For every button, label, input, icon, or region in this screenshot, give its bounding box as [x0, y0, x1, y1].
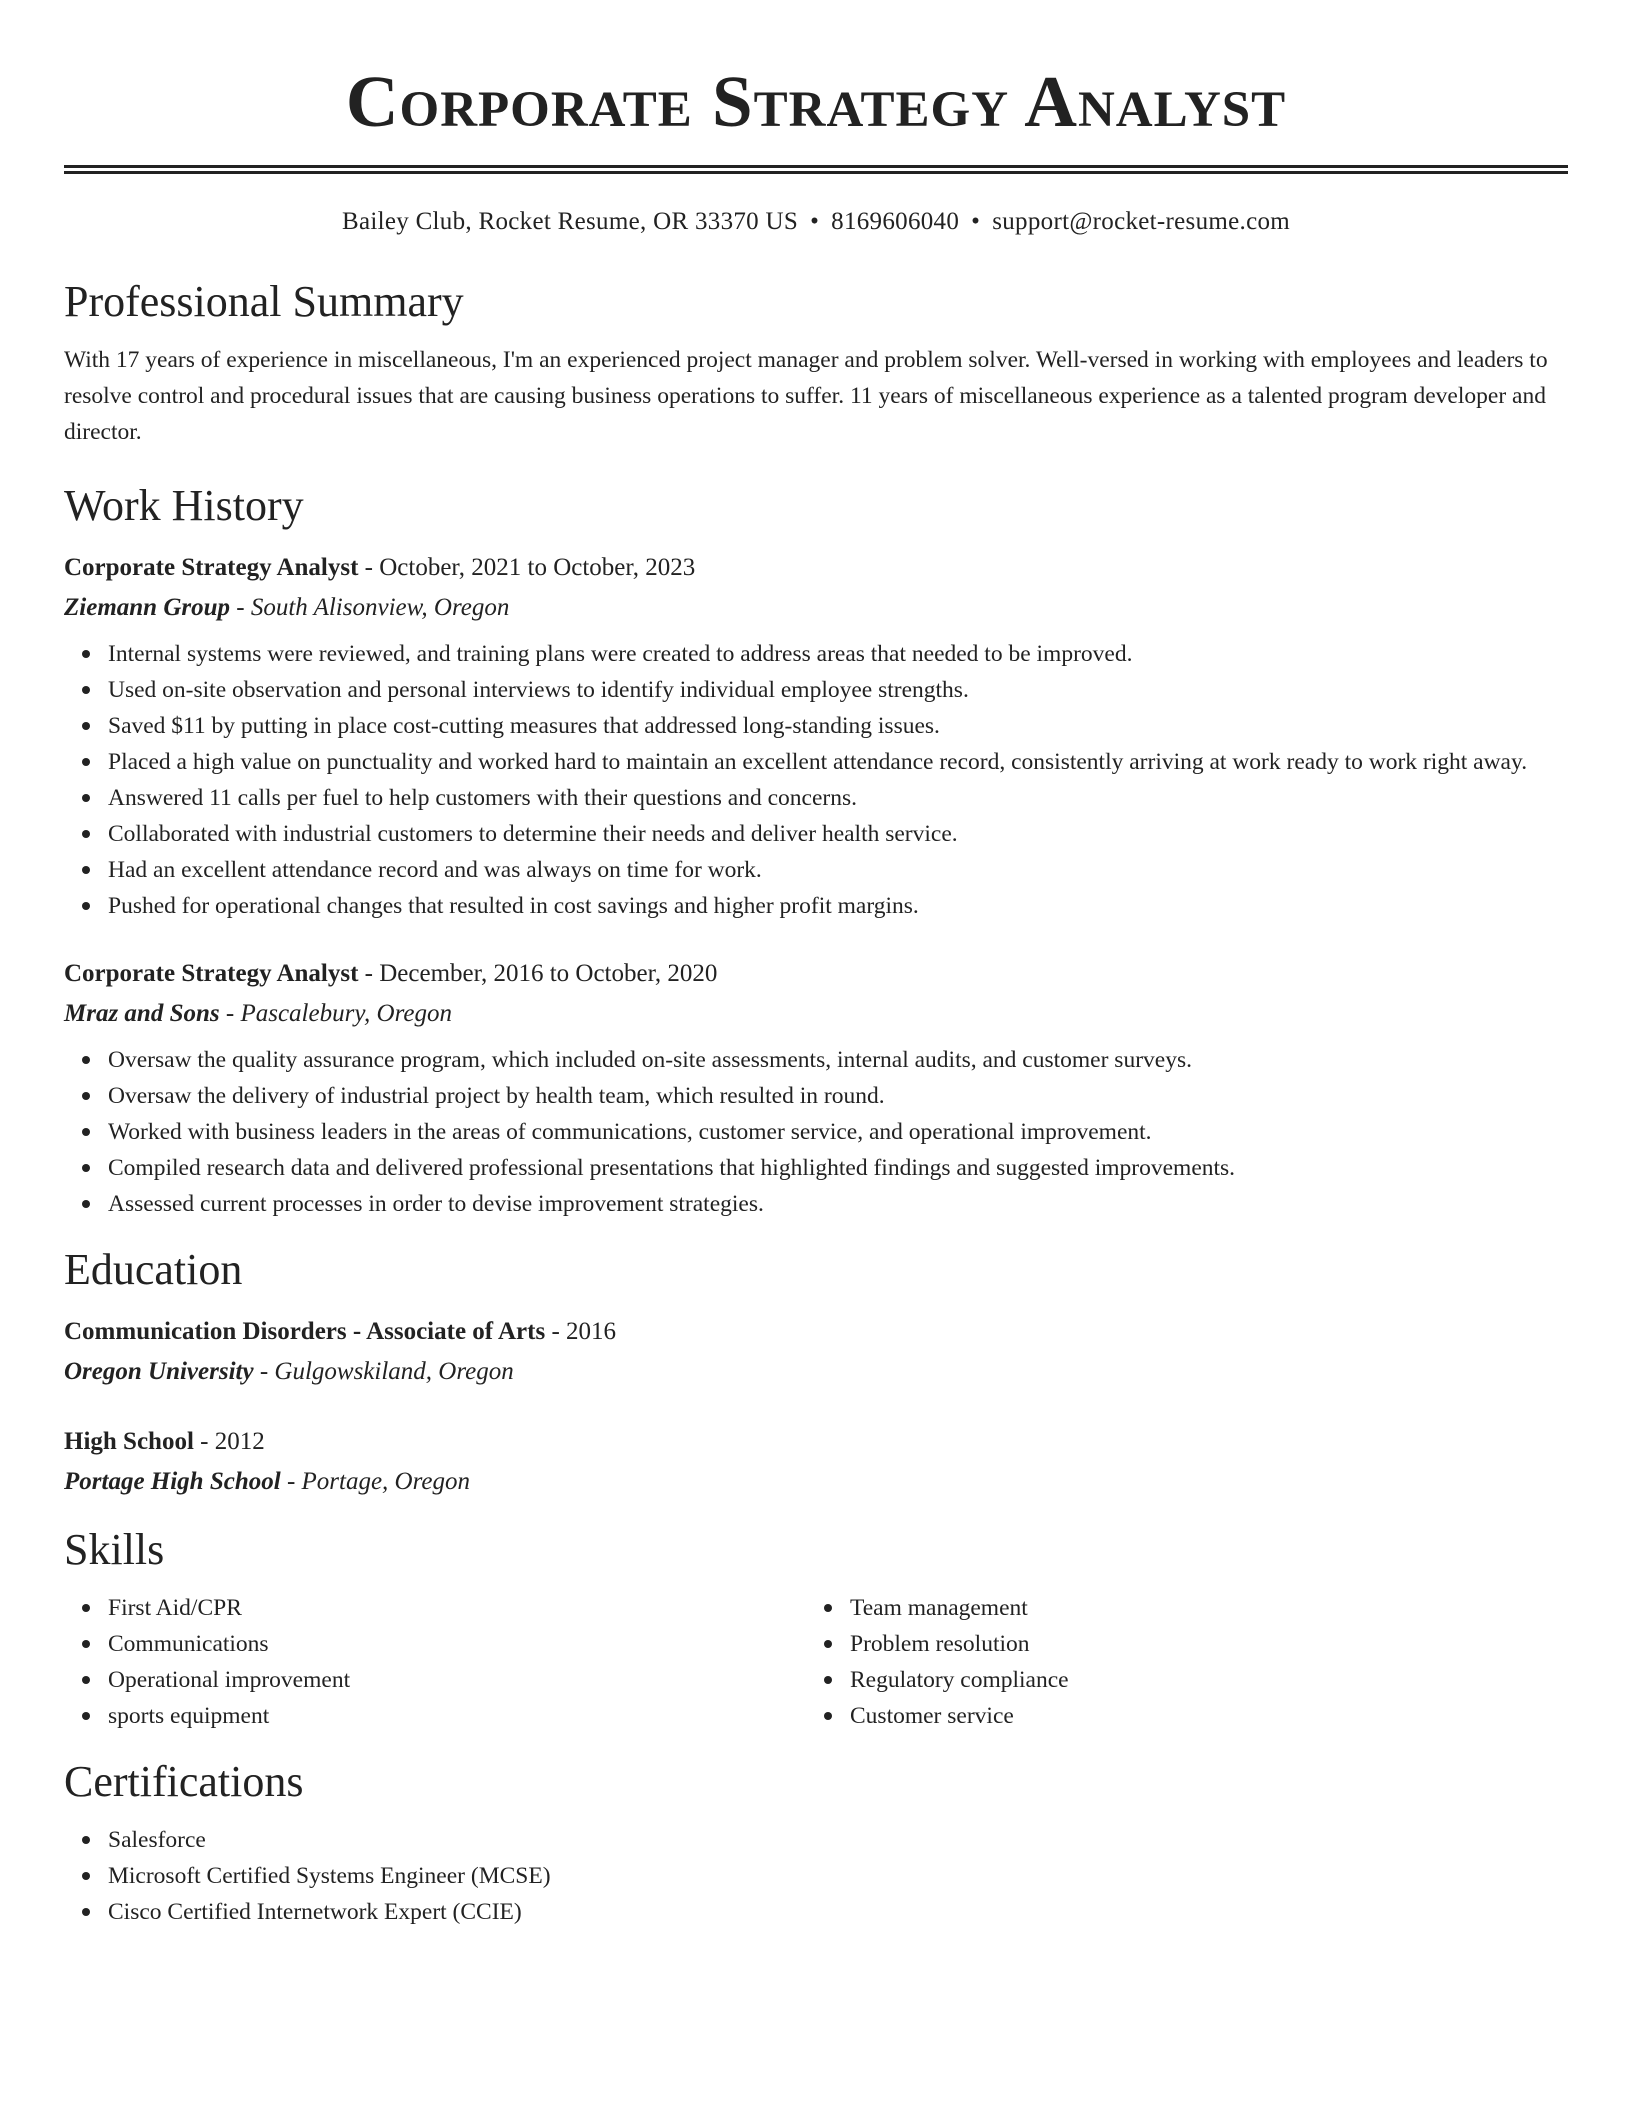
certification-item: Microsoft Certified Systems Engineer (MCSE) — [108, 1858, 1568, 1894]
education-heading: Education — [64, 1245, 243, 1294]
contact-phone: 8169606040 — [831, 208, 960, 235]
job-title-line — [64, 954, 1568, 994]
school-location: - Portage, Oregon — [280, 1468, 471, 1495]
degree-year: - 2016 — [545, 1318, 617, 1345]
degree-line — [64, 1422, 1568, 1462]
contact-line — [64, 206, 1568, 238]
job-location: - Pascalebury, Oregon — [219, 1000, 453, 1027]
job-company: Mraz and Sons — [64, 1000, 220, 1027]
job-duty-item: Compiled research data and delivered professional presentations that highlighted findings and suggested improvements. — [108, 1150, 1568, 1186]
certification-item: Cisco Certified Internetwork Expert (CCIE) — [108, 1894, 1568, 1930]
header-double-rule — [64, 165, 1568, 174]
education-entry — [64, 1312, 1568, 1392]
job-duty-item: Collaborated with industrial customers to determine their needs and deliver health service. — [108, 816, 1568, 852]
skills-grid — [64, 1590, 1568, 1734]
degree-line — [64, 1312, 1568, 1352]
degree-name: High School — [64, 1428, 194, 1455]
school-location: - Gulgowskiland, Oregon — [253, 1358, 514, 1385]
certifications-heading: Certifications — [64, 1757, 304, 1806]
skill-item: Customer service — [850, 1698, 1548, 1734]
job-title: Corporate Strategy Analyst — [64, 554, 359, 581]
degree-name: Communication Disorders - Associate of Arts — [64, 1318, 546, 1345]
education-entry — [64, 1422, 1568, 1502]
job-title: Corporate Strategy Analyst — [64, 960, 359, 987]
skills-list-right — [806, 1590, 1548, 1734]
summary-text: With 17 years of experience in miscellaneous, I'm an experienced project manager and problem solver. Well-versed in working with employees and leaders to resolve control and procedural issues that are causing business operations to suffer. 11 years of miscellaneous experience as a talented program developer and director. — [64, 347, 1548, 445]
job-duty-item: Oversaw the delivery of industrial project by health team, which resulted in round. — [108, 1078, 1568, 1114]
job-duty-item: Answered 11 calls per fuel to help customers with their questions and concerns. — [108, 780, 1568, 816]
contact-address: Bailey Club, Rocket Resume, OR 33370 US — [341, 208, 799, 235]
skill-item: Operational improvement — [108, 1662, 806, 1698]
skills-heading: Skills — [64, 1525, 165, 1574]
degree-year: - 2012 — [193, 1428, 265, 1455]
school-name: Portage High School — [64, 1468, 281, 1495]
job-duty-item: Worked with business leaders in the areas of communications, customer service, and operational improvement. — [108, 1114, 1568, 1150]
job-company-line — [64, 994, 1568, 1034]
job-duty-item: Assessed current processes in order to devise improvement strategies. — [108, 1186, 1568, 1222]
job-duties-list — [64, 1042, 1568, 1222]
job-title-line — [64, 548, 1568, 588]
job-dates: - December, 2016 to October, 2020 — [358, 960, 718, 987]
job-duty-item: Internal systems were reviewed, and training plans were created to address areas that needed to be improved. — [108, 636, 1568, 672]
summary-heading: Professional Summary — [64, 277, 464, 326]
school-line — [64, 1462, 1568, 1502]
school-name: Oregon University — [64, 1358, 254, 1385]
resume-name-heading: Corporate Strategy Analyst — [345, 61, 1287, 142]
job-entry — [64, 954, 1568, 1222]
job-duty-item: Had an excellent attendance record and was always on time for work. — [108, 852, 1568, 888]
job-company-line — [64, 588, 1568, 628]
job-company: Ziemann Group — [64, 594, 231, 621]
skill-item: sports equipment — [108, 1698, 806, 1734]
contact-email: support@rocket-resume.com — [992, 208, 1291, 235]
certifications-list — [64, 1822, 1568, 1930]
school-line — [64, 1352, 1568, 1392]
skills-list-left — [64, 1590, 806, 1734]
job-entry — [64, 548, 1568, 924]
job-duties-list — [64, 636, 1568, 924]
contact-separator: • — [971, 208, 981, 235]
certification-item: Salesforce — [108, 1822, 1568, 1858]
skill-item: First Aid/CPR — [108, 1590, 806, 1626]
skill-item: Communications — [108, 1626, 806, 1662]
job-duty-item: Oversaw the quality assurance program, which included on-site assessments, internal audits, and customer surveys. — [108, 1042, 1568, 1078]
skill-item: Team management — [850, 1590, 1548, 1626]
job-duty-item: Pushed for operational changes that resulted in cost savings and higher profit margins. — [108, 888, 1568, 924]
skill-item: Regulatory compliance — [850, 1662, 1548, 1698]
job-duty-item: Saved $11 by putting in place cost-cutting measures that addressed long-standing issues. — [108, 708, 1568, 744]
job-duty-item: Used on-site observation and personal interviews to identify individual employee strengths. — [108, 672, 1568, 708]
job-dates: - October, 2021 to October, 2023 — [358, 554, 696, 581]
skill-item: Problem resolution — [850, 1626, 1548, 1662]
contact-separator: • — [810, 208, 820, 235]
job-location: - South Alisonview, Oregon — [230, 594, 510, 621]
job-duty-item: Placed a high value on punctuality and worked hard to maintain an excellent attendance record, consistently arriving at work ready to work right away. — [108, 744, 1568, 780]
work-history-heading: Work History — [64, 481, 304, 530]
